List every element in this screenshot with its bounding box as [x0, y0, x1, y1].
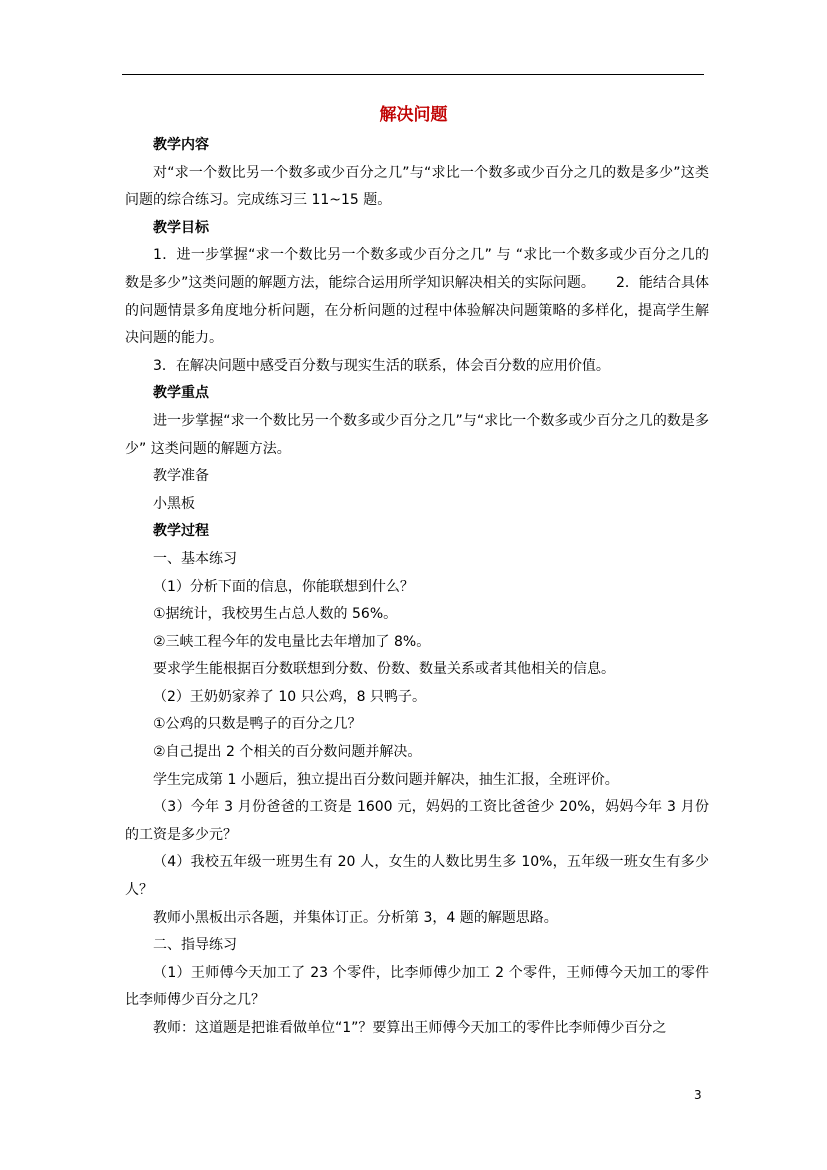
paragraph: 对“求一个数比另一个数多或少百分之几”与“求比一个数多或少百分之几的数是多少”这类问题的综合练习。完成练习三 11~15 题。: [125, 164, 709, 209]
paragraph: （1）分析下面的信息，你能联想到什么？: [153, 578, 414, 595]
paragraph: 进一步掌握“求一个数比另一个数多或少百分之几”与“求比一个数多或少百分之几的数是多少” 这类问题的解题方法。: [125, 412, 709, 457]
section-heading: 教学目标: [153, 219, 209, 236]
paragraph: 3．在解决问题中感受百分数与现实生活的联系，体会百分数的应用价值。: [153, 357, 610, 374]
document-body: [125, 132, 709, 1043]
paragraph: 小黑板: [153, 495, 195, 512]
paragraph: 1．进一步掌握“求一个数比另一个数多或少百分之几” 与 “求比一个数多或少百分之几的数是多少”这类问题的解题方法，能综合运用所学知识解决相关的实际问题。 2．能结合具体的问题情景多角度地分析问题，在分析问题的过程中体验解决问题策略的多样化，提高学生解决问题的能力。: [125, 247, 709, 347]
document-title: 解决问题: [379, 105, 448, 125]
section-heading: 教学过程: [153, 523, 209, 540]
paragraph: 教学准备: [153, 468, 209, 485]
paragraph: 教师：这道题是把谁看做单位“1”？要算出王师傅今天加工的零件比李师傅少百分之: [153, 1020, 667, 1036]
paragraph: ①公鸡的只数是鸭子的百分之几？: [153, 716, 362, 733]
paragraph: 一、基本练习: [153, 550, 237, 567]
page-number: 3: [694, 1088, 702, 1102]
header-rule: [122, 74, 704, 75]
paragraph: 要求学生能根据百分数联想到分数、份数、数量关系或者其他相关的信息。: [153, 661, 615, 678]
paragraph: （2）王奶奶家养了 10 只公鸡，8 只鸭子。: [153, 688, 426, 705]
paragraph: ②自己提出 2 个相关的百分数问题并解决。: [153, 744, 422, 761]
paragraph: （1）王师傅今天加工了 23 个零件，比李师傅少加工 2 个零件，王师傅今天加工的零件比李师傅少百分之几？: [125, 964, 709, 1009]
paragraph: 二、指导练习: [153, 937, 237, 954]
paragraph: （4）我校五年级一班男生有 20 人，女生的人数比男生多 10%，五年级一班女生有多少人？: [125, 854, 709, 899]
section-heading: 教学重点: [153, 385, 209, 402]
section-heading: 教学内容: [153, 137, 209, 153]
paragraph: ②三峡工程今年的发电量比去年增加了 8%。: [153, 633, 431, 650]
paragraph: 学生完成第 1 小题后，独立提出百分数问题并解决，抽生汇报，全班评价。: [153, 771, 619, 788]
paragraph: （3）今年 3 月份爸爸的工资是 1600 元，妈妈的工资比爸爸少 20%，妈妈今年 3 月份的工资是多少元？: [125, 799, 709, 843]
paragraph: 教师小黑板出示各题，并集体订正。分析第 3，4 题的解题思路。: [153, 909, 558, 926]
paragraph: ①据统计，我校男生占总人数的 56%。: [153, 606, 398, 623]
